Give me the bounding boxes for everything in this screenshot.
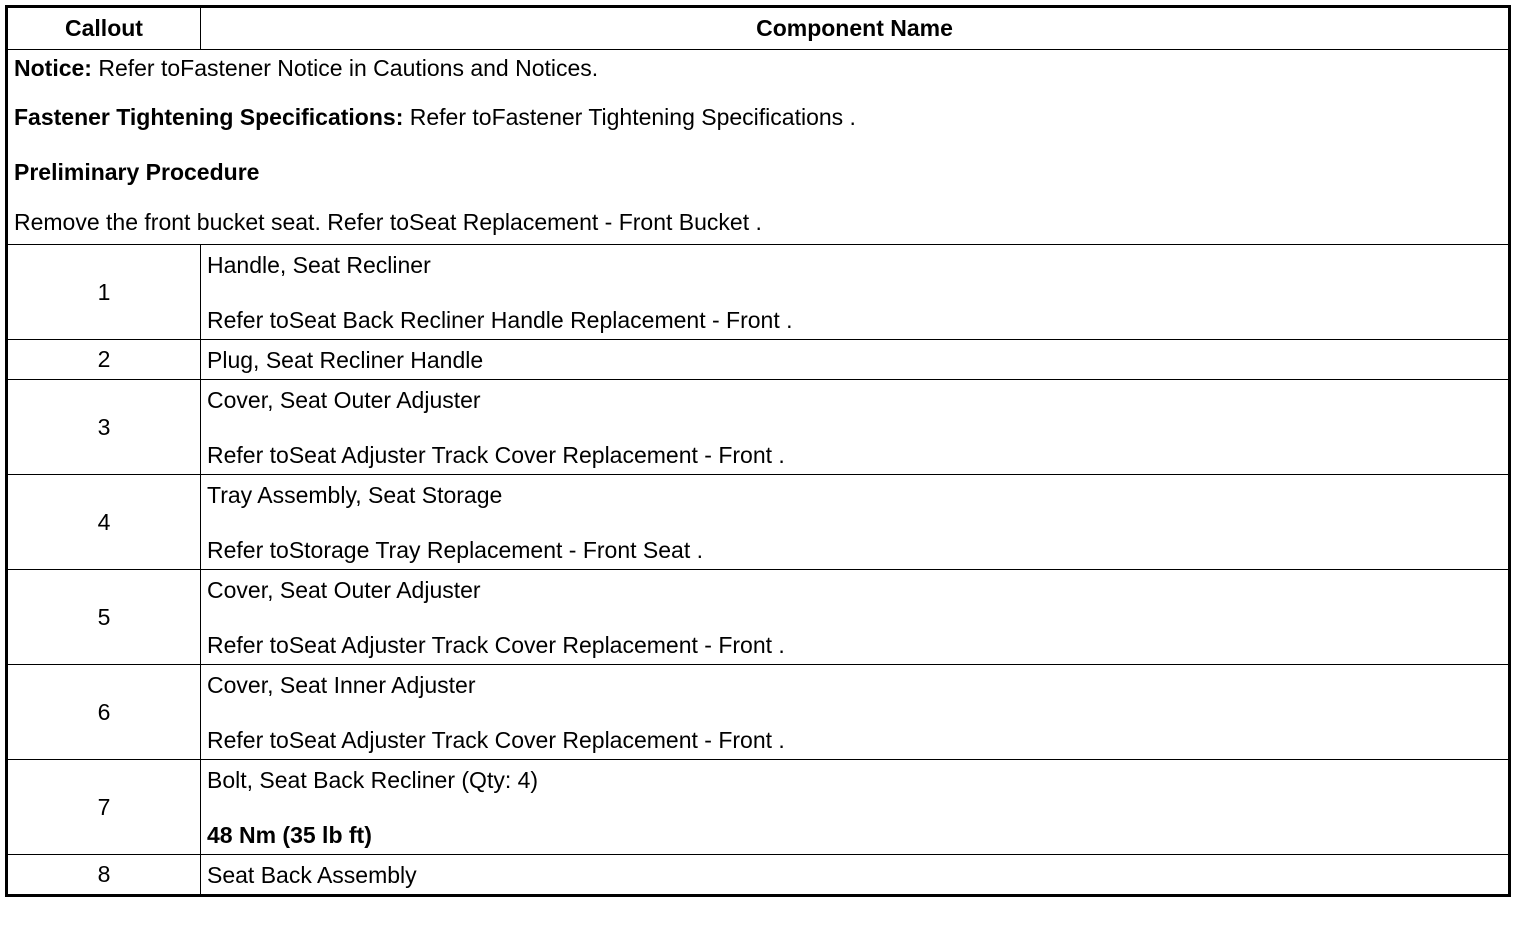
component-cell bbox=[201, 760, 1510, 855]
notice-text: Refer toFastener Notice in Cautions and Notices. bbox=[91, 55, 599, 81]
callout-number: 2 bbox=[7, 340, 201, 380]
preamble-cell bbox=[7, 50, 1510, 245]
component-name: Cover, Seat Outer Adjuster bbox=[207, 386, 481, 413]
component-name: Handle, Seat Recliner bbox=[207, 251, 431, 278]
component-note: Refer toStorage Tray Replacement - Front Seat . bbox=[207, 536, 704, 563]
component-cell bbox=[201, 475, 1510, 570]
component-name: Cover, Seat Inner Adjuster bbox=[207, 671, 476, 698]
callout-number: 8 bbox=[7, 855, 201, 896]
component-note: Refer toSeat Adjuster Track Cover Replacement - Front . bbox=[207, 631, 785, 658]
notice-line bbox=[14, 46, 1502, 90]
table-row bbox=[7, 380, 1510, 475]
component-note: Refer toSeat Back Recliner Handle Replacement - Front . bbox=[207, 306, 793, 333]
table-row bbox=[7, 340, 1510, 380]
callout-number: 1 bbox=[7, 245, 201, 340]
fastener-text: Refer toFastener Tightening Specifications . bbox=[403, 104, 856, 130]
table-row bbox=[7, 855, 1510, 896]
component-cell bbox=[201, 570, 1510, 665]
callout-number: 4 bbox=[7, 475, 201, 570]
callout-number: 3 bbox=[7, 380, 201, 475]
preliminary-text: Remove the front bucket seat. Refer toSeat Replacement - Front Bucket . bbox=[14, 209, 762, 235]
component-cell bbox=[201, 855, 1510, 896]
fastener-line bbox=[14, 90, 1502, 145]
component-note: Refer toSeat Adjuster Track Cover Replacement - Front . bbox=[207, 726, 785, 753]
header-component-name: Component Name bbox=[201, 7, 1510, 50]
preliminary-heading: Preliminary Procedure bbox=[14, 159, 260, 185]
torque-spec: 48 Nm (35 lb ft) bbox=[207, 821, 372, 848]
notice-label: Notice: bbox=[14, 55, 92, 81]
callout-table bbox=[5, 5, 1511, 897]
component-name: Plug, Seat Recliner Handle bbox=[207, 346, 484, 373]
component-note: Refer toSeat Adjuster Track Cover Replacement - Front . bbox=[207, 441, 785, 468]
table-row bbox=[7, 570, 1510, 665]
component-cell bbox=[201, 665, 1510, 760]
table-row bbox=[7, 760, 1510, 855]
table-row bbox=[7, 475, 1510, 570]
header-callout: Callout bbox=[7, 7, 201, 50]
component-name: Cover, Seat Outer Adjuster bbox=[207, 576, 481, 603]
fastener-label: Fastener Tightening Specifications: bbox=[14, 104, 404, 130]
callout-number: 5 bbox=[7, 570, 201, 665]
component-name: Tray Assembly, Seat Storage bbox=[207, 481, 503, 508]
table-row bbox=[7, 245, 1510, 340]
callout-number: 7 bbox=[7, 760, 201, 855]
callout-number: 6 bbox=[7, 665, 201, 760]
header-row bbox=[7, 7, 1510, 50]
component-cell bbox=[201, 380, 1510, 475]
component-name: Bolt, Seat Back Recliner (Qty: 4) bbox=[207, 766, 539, 793]
preamble-row bbox=[7, 50, 1510, 245]
component-cell bbox=[201, 245, 1510, 340]
component-cell bbox=[201, 340, 1510, 380]
component-name: Seat Back Assembly bbox=[207, 861, 417, 888]
table-row bbox=[7, 665, 1510, 760]
